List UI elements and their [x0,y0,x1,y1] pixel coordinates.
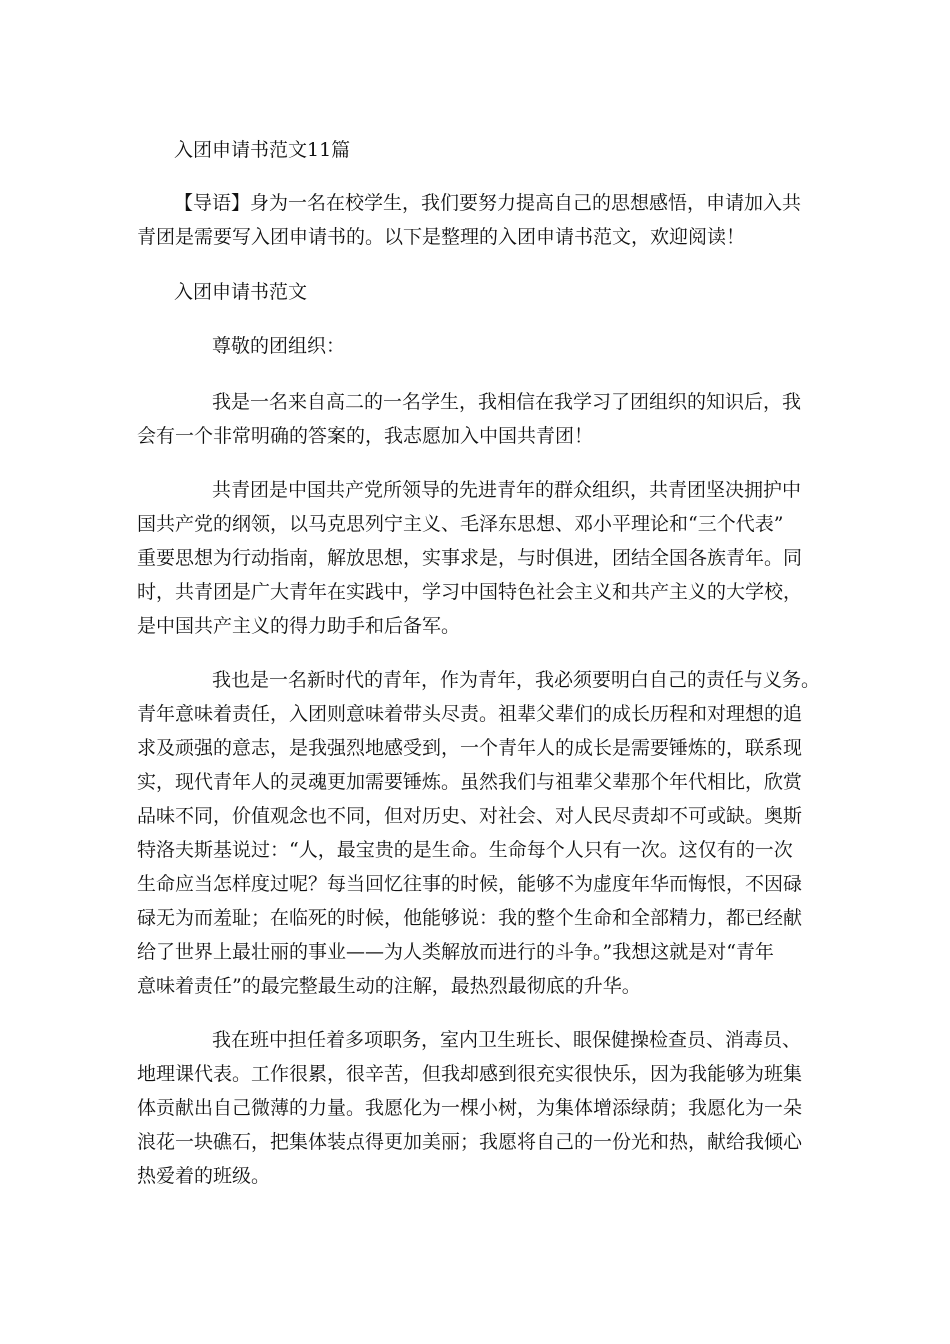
section-heading: 入团申请书范文 [174,281,308,303]
paragraph-2-line-3: 重要思想为行动指南，解放思想，实事求是，与时俱进，团结全国各族青年。同 [137,547,803,569]
paragraph-4-line-1: 我在班中担任着多项职务，室内卫生班长、眼保健操检查员、消毒员、 [212,1029,802,1051]
paragraph-1-line-2: 会有一个非常明确的答案的，我志愿加入中国共青团！ [137,425,594,447]
intro-line-2: 青团是需要写入团申请书的。以下是整理的入团申请书范文，欢迎阅读！ [137,226,746,248]
salutation: 尊敬的团组织： [212,335,346,357]
intro-line-1: 【导语】身为一名在校学生，我们要努力提高自己的思想感悟，申请加入共 [174,192,802,214]
paragraph-3-line-6: 特洛夫斯基说过：“人，最宝贵的是生命。生命每个人只有一次。这仅有的一次 [137,839,793,861]
paragraph-3-line-7: 生命应当怎样度过呢？每当回忆往事的时候，能够不为虚度年华而悔恨，不因碌 [137,873,803,895]
paragraph-4-line-3: 体贡献出自己微薄的力量。我愿化为一棵小树，为集体增添绿荫；我愿化为一朵 [137,1097,803,1119]
paragraph-4-line-5: 热爱着的班级。 [137,1165,271,1187]
paragraph-3-line-9: 给了世界上最壮丽的事业——为人类解放而进行的斗争。”我想这就是对“青年 [137,941,774,963]
paragraph-3-line-4: 实，现代青年人的灵魂更加需要锤炼。虽然我们与祖辈父辈那个年代相比，欣赏 [137,771,803,793]
paragraph-3-line-1: 我也是一名新时代的青年，作为青年，我必须要明白自己的责任与义务。 [212,669,821,691]
paragraph-3-line-2: 青年意味着责任，入团则意味着带头尽责。祖辈父辈们的成长历程和对理想的追 [137,703,803,725]
paragraph-2-line-5: 是中国共产主义的得力助手和后备军。 [137,615,461,637]
paragraph-4-line-2: 地理课代表。工作很累，很辛苦，但我却感到很充实很快乐，因为我能够为班集 [137,1063,803,1085]
paragraph-3-line-5: 品味不同，价值观念也不同，但对历史、对社会、对人民尽责却不可或缺。奥斯 [137,805,803,827]
paragraph-2-line-4: 时，共青团是广大青年在实践中，学习中国特色社会主义和共产主义的大学校， [137,581,803,603]
paragraph-2-line-2: 国共产党的纲领，以马克思列宁主义、毛泽东思想、邓小平理论和“三个代表” [137,513,784,535]
paragraph-1-line-1: 我是一名来自高二的一名学生，我相信在我学习了团组织的知识后，我 [212,391,802,413]
paragraph-4-line-4: 浪花一块礁石，把集体装点得更加美丽；我愿将自己的一份光和热，献给我倾心 [137,1131,803,1153]
document-title: 入团申请书范文11篇 [174,139,351,161]
paragraph-2-line-1: 共青团是中国共产党所领导的先进青年的群众组织，共青团坚决拥护中 [212,479,802,501]
paragraph-3-line-8: 碌无为而羞耻；在临死的时候，他能够说：我的整个生命和全部精力，都已经献 [137,907,803,929]
paragraph-3-line-10: 意味着责任”的最完整最生动的注解，最热烈最彻底的升华。 [137,975,641,997]
paragraph-3-line-3: 求及顽强的意志，是我强烈地感受到，一个青年人的成长是需要锤炼的，联系现 [137,737,803,759]
